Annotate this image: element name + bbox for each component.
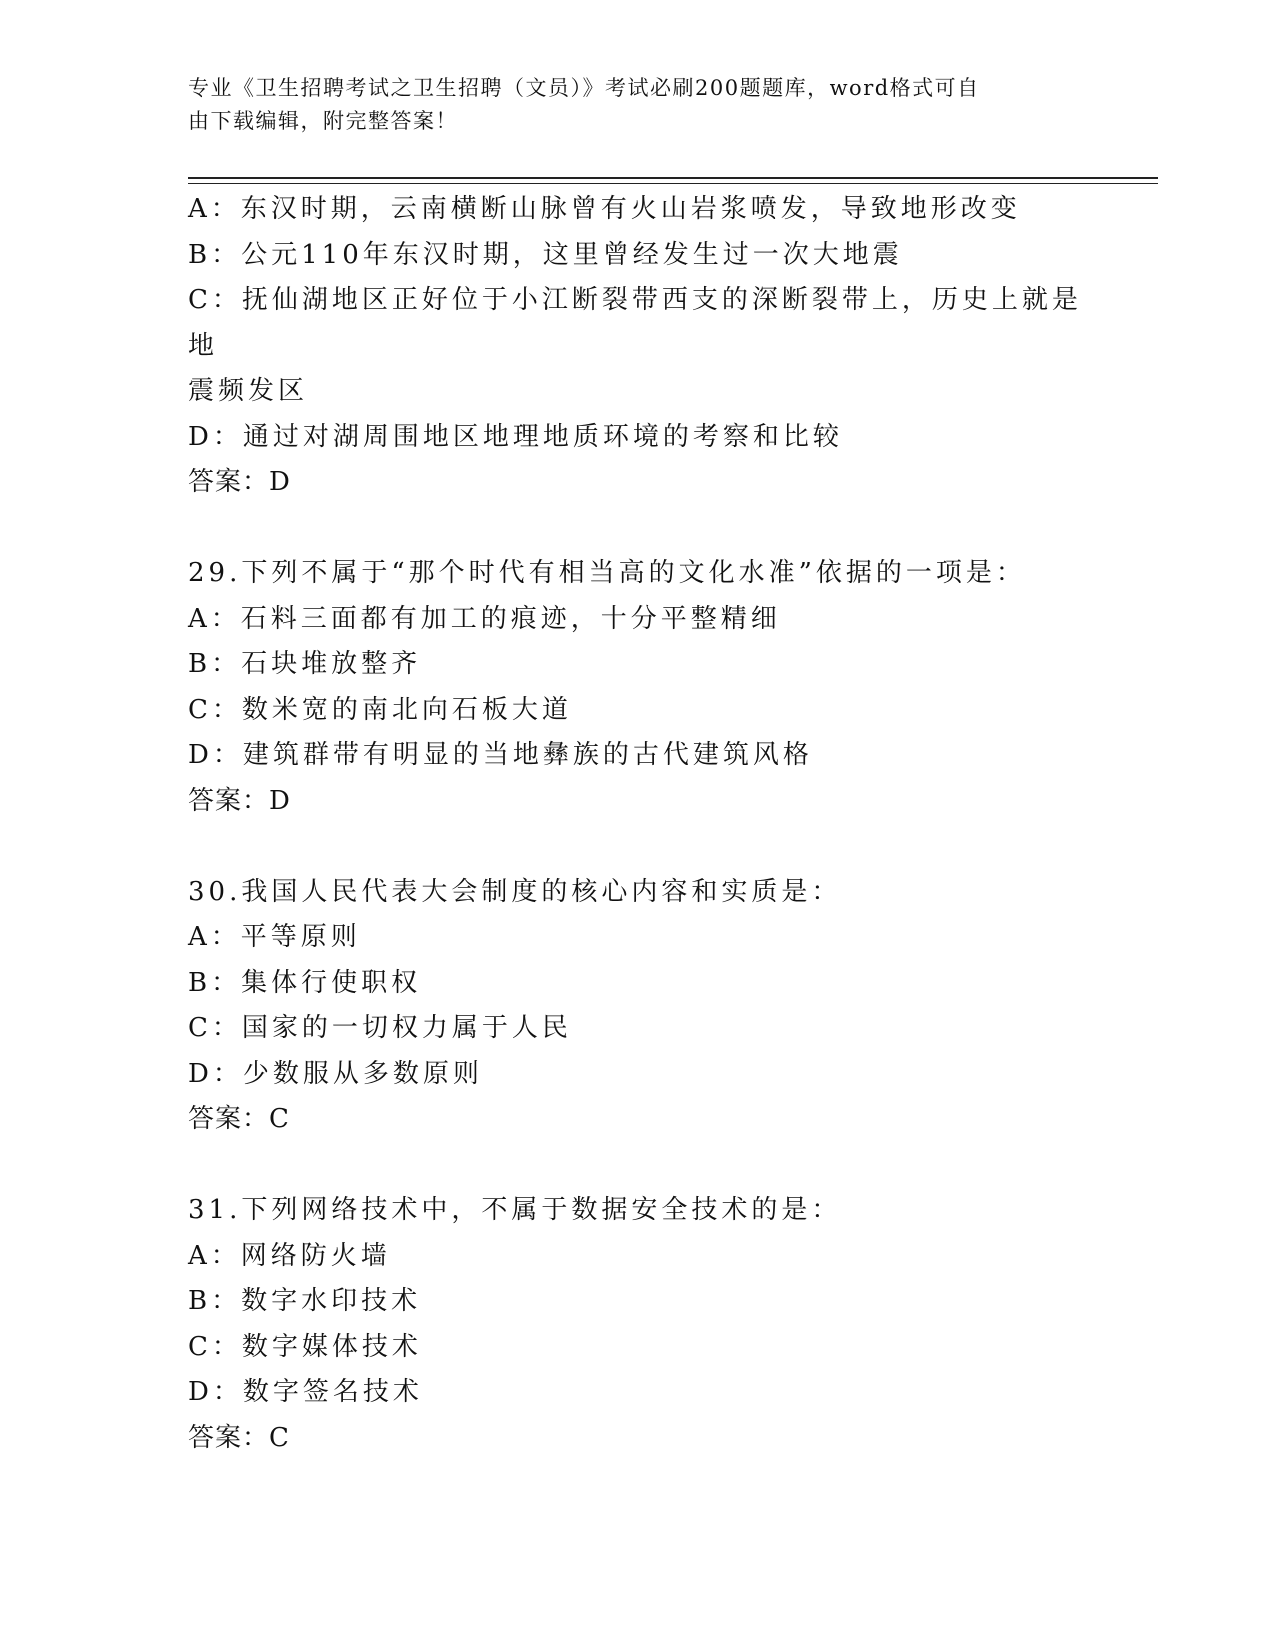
option-c-continued: 震频发区	[188, 376, 309, 406]
option-b: B：公元110年东汉时期，这里曾经发生过一次大地震	[188, 239, 903, 270]
question-text: 29.下列不属于“那个时代有相当高的文化水准”依据的一项是：	[188, 558, 1026, 588]
option-c: C：国家的一切权力属于人民	[188, 1013, 572, 1043]
option-a: A：石料三面都有加工的痕迹，十分平整精细	[188, 603, 781, 634]
question-text: 31.下列网络技术中，不属于数据安全技术的是：	[188, 1195, 842, 1225]
option-a: A：网络防火墙	[188, 1240, 391, 1271]
question-29-block	[188, 551, 1088, 824]
option-d: D：建筑群带有明显的当地彝族的古代建筑风格	[188, 740, 813, 770]
spacer	[188, 506, 1088, 552]
option-b: B：集体行使职权	[188, 967, 422, 998]
question-list	[188, 187, 1088, 1461]
question-text: 30.我国人民代表大会制度的核心内容和实质是：	[188, 876, 842, 907]
option-a: A：平等原则	[188, 922, 361, 952]
option-a: A：东汉时期，云南横断山脉曾有火山岩浆喷发，导致地形改变	[188, 194, 1021, 224]
option-d: D：数字签名技术	[188, 1377, 423, 1407]
question-30-block	[188, 870, 1088, 1143]
header-rule-thick	[188, 177, 1158, 179]
option-d: D：少数服从多数原则	[188, 1058, 483, 1089]
answer: 答案：D	[188, 785, 291, 816]
option-d: D：通过对湖周围地区地理地质环境的考察和比较	[188, 421, 843, 452]
document-header	[188, 72, 1068, 138]
answer: 答案：C	[188, 1104, 290, 1134]
option-b: B：石块堆放整齐	[188, 649, 422, 679]
option-b: B：数字水印技术	[188, 1286, 422, 1316]
spacer	[188, 824, 1088, 870]
question-28-block	[188, 187, 1088, 506]
option-c: C：抚仙湖地区正好位于小江断裂带西支的深断裂带上，历史上就是地	[188, 285, 1082, 361]
header-rule-thin	[188, 183, 1158, 184]
answer: 答案：D	[188, 467, 291, 497]
header-line-2: 由下载编辑，附完整答案！	[188, 109, 458, 133]
answer: 答案：C	[188, 1422, 290, 1453]
header-line-1: 专业《卫生招聘考试之卫生招聘（文员）》考试必刷200题题库，word格式可自	[188, 76, 980, 100]
spacer	[188, 1143, 1088, 1189]
option-c: C：数字媒体技术	[188, 1331, 422, 1362]
option-c: C：数米宽的南北向石板大道	[188, 694, 572, 725]
question-31-block	[188, 1188, 1088, 1461]
